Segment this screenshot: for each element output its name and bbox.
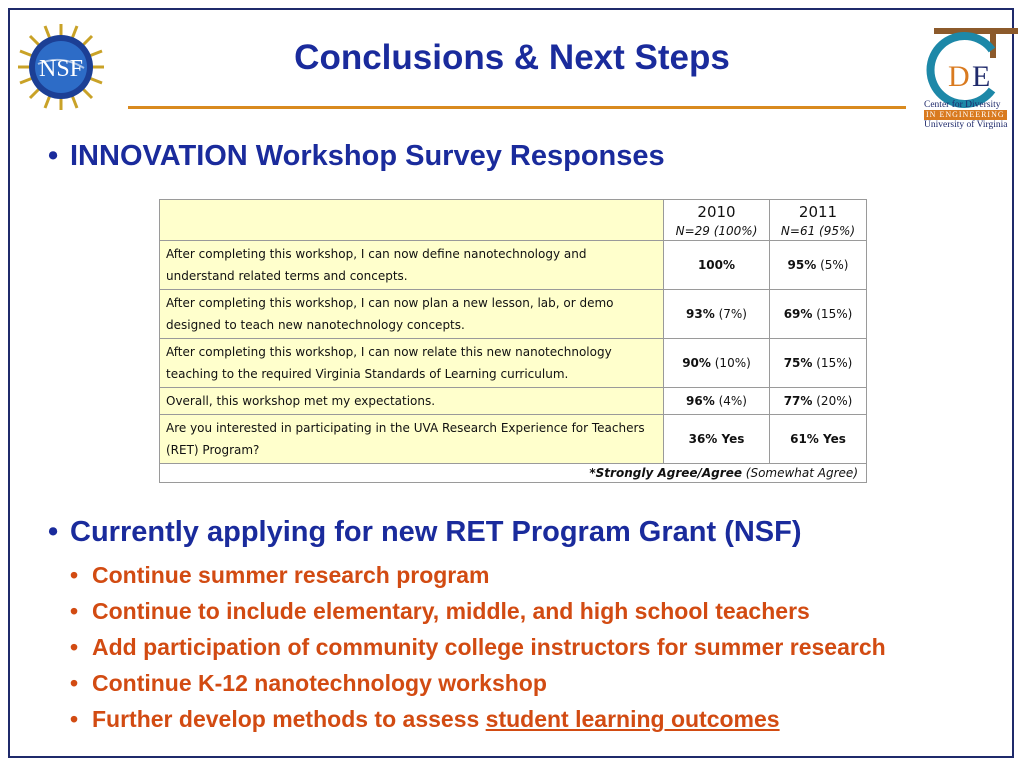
question-cell: After completing this workshop, I can now define nanotechnology and understand related terms and concepts. bbox=[160, 241, 664, 290]
header-2011-n: N=61 (95%) bbox=[780, 224, 856, 238]
question-cell: After completing this workshop, I can now plan a new lesson, lab, or demo designed to teach new nanotechnology concepts. bbox=[160, 290, 664, 339]
value-2011-cell: 95% (5%) bbox=[770, 241, 867, 290]
bullet-icon: • bbox=[48, 516, 59, 548]
value-2010-cell: 93% (7%) bbox=[664, 290, 770, 339]
slide-title: Conclusions & Next Steps bbox=[294, 38, 730, 77]
bullet-icon: • bbox=[70, 706, 79, 732]
table-row bbox=[160, 388, 867, 415]
survey-table bbox=[159, 199, 867, 483]
value-2011-cell: 77% (20%) bbox=[770, 388, 867, 415]
value-2010-cell: 90% (10%) bbox=[664, 339, 770, 388]
bullet-icon: • bbox=[70, 670, 79, 696]
value-2011-cell: 69% (15%) bbox=[770, 290, 867, 339]
title-underline bbox=[128, 106, 906, 109]
next-steps-list bbox=[70, 560, 886, 740]
heading-survey-text: INNOVATION Workshop Survey Responses bbox=[70, 140, 665, 172]
svg-text:E: E bbox=[972, 60, 991, 93]
list-item: • Add participation of community college instructors for summer research bbox=[70, 634, 886, 660]
table-row bbox=[160, 290, 867, 339]
header-2010-year: 2010 bbox=[697, 203, 736, 221]
svg-text:D: D bbox=[948, 60, 970, 93]
table-footnote: *Strongly Agree/Agree (Somewhat Agree) bbox=[160, 464, 867, 483]
table-footnote-row bbox=[160, 464, 867, 483]
cde-caption bbox=[924, 100, 1024, 130]
question-cell: After completing this workshop, I can now relate this new nanotechnology teaching to the required Virginia Standards of Learning curriculum. bbox=[160, 339, 664, 388]
list-item: • Continue K-12 nanotechnology workshop bbox=[70, 670, 547, 696]
heading-ret-text: Currently applying for new RET Program Grant (NSF) bbox=[70, 516, 802, 548]
list-item: • Continue summer research program bbox=[70, 562, 490, 588]
value-2010-cell: 36% Yes bbox=[664, 415, 770, 464]
cde-line-2: IN ENGINEERING bbox=[926, 110, 1005, 119]
question-cell: Overall, this workshop met my expectations. bbox=[160, 388, 664, 415]
heading-survey bbox=[48, 140, 665, 173]
student-learning-outcomes-link[interactable]: student learning outcomes bbox=[485, 706, 780, 732]
list-item: • Continue to include elementary, middle, and high school teachers bbox=[70, 598, 810, 624]
list-item: • Further develop methods to assess student learning outcomes bbox=[70, 706, 780, 732]
header-2011-year: 2011 bbox=[798, 203, 838, 221]
heading-ret bbox=[48, 516, 802, 549]
bullet-icon: • bbox=[70, 634, 79, 660]
header-2010 bbox=[664, 200, 770, 241]
bullet-icon: • bbox=[70, 562, 79, 588]
bullet-icon: • bbox=[70, 598, 79, 624]
table-header-row bbox=[160, 200, 867, 241]
table-row bbox=[160, 339, 867, 388]
question-cell: Are you interested in participating in the UVA Research Experience for Teachers (RET) Program? bbox=[160, 415, 664, 464]
header-2010-n: N=29 (100%) bbox=[675, 224, 758, 238]
svg-text:NSF: NSF bbox=[38, 56, 84, 82]
table-row bbox=[160, 241, 867, 290]
value-2011-cell: 75% (15%) bbox=[770, 339, 867, 388]
bullet-icon: • bbox=[48, 140, 59, 172]
header-blank-cell bbox=[160, 200, 664, 241]
header-2011 bbox=[770, 200, 867, 241]
table-row bbox=[160, 415, 867, 464]
value-2010-cell: 100% bbox=[664, 241, 770, 290]
cde-line-1: Center for Diversity bbox=[924, 100, 1001, 110]
value-2010-cell: 96% (4%) bbox=[664, 388, 770, 415]
cde-line-3: University of Virginia bbox=[924, 120, 1008, 130]
value-2011-cell: 61% Yes bbox=[770, 415, 867, 464]
